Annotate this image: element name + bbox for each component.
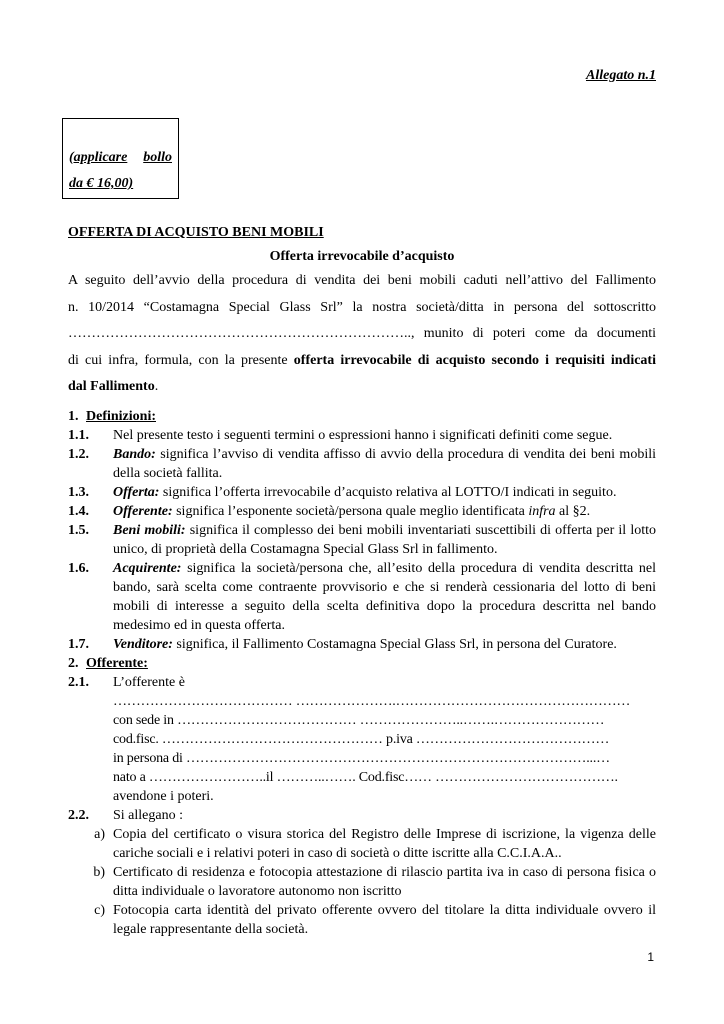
annex-label: Allegato n.1 [585,68,656,83]
offeror-fields [68,692,656,806]
offeror-address-field: con sede in ………………………………… …………………..…….…………………… [113,712,605,728]
intro-line-2: n. 10/2014 “Costamagna Special Glass Srl” la nostra società/ditta in persona del sottoscritto [68,299,656,315]
document-title: OFFERTA DI ACQUISTO BENI MOBILI [68,225,324,240]
sections [68,407,656,939]
section-heading: Definizioni: [86,408,156,424]
definition-text: significa il complesso dei beni mobili inventariati suscettibili di offerta per il lotto unico, di proprietà della Costamagna Special Glass Srl in fallimento. [113,522,656,557]
definition-item [68,483,656,502]
section-1-heading [68,407,656,426]
defined-term: Venditore: [113,636,173,652]
definition-text: significa la società/persona che, all’esito della procedura di vendita descritta nel bando, sarà scelta come contraente provvisorio e che si renderà cessionaria del lotto di beni mobili di interesse a seguito della scelta definitiva dopo la procedura descritta nel bando medesimo ed in questa offerta. [113,560,656,633]
definition-tail: al §2. [555,503,591,519]
stamp-text-a: (applicare [69,150,128,165]
intro-paragraph [68,268,656,401]
definition-item [68,635,656,654]
revenue-stamp-box [62,118,179,199]
section-number: 1. [68,408,79,424]
item-text [113,635,656,654]
item-number: 1.2. [68,446,89,462]
intro-line-3: ……………………………………………………………….., munito di poteri come da documenti [68,326,656,341]
definition-text: significa l’offerta irrevocabile d’acquisto relativa al LOTTO/I indicati in seguito. [159,484,617,500]
offeror-item [68,673,656,692]
item-number: 1.1. [68,427,89,443]
section-number: 2. [68,655,79,671]
intro-bold-text: offerta irrevocabile di acquisto secondo i requisiti indicati [293,352,656,368]
intro-line-1: A seguito dell’avvio della procedura di vendita dei beni mobili caduti nell’attivo del Fallimento [68,273,656,288]
definition-item [68,502,656,521]
item-number: 2.1. [68,674,89,690]
definition-item [68,426,656,445]
attachment-letter: c) [94,902,105,918]
item-number: 1.6. [68,560,89,576]
section-heading: Offerente: [86,655,148,671]
attachment-text: Copia del certificato o visura storica del Registro delle Imprese di iscrizione, la vigenza delle cariche sociali e i relativi poteri in caso di società o ditte iscritte alla C.C.I.A.A.. [113,826,656,861]
definition-item [68,559,656,635]
attachment-text: Certificato di residenza e fotocopia attestazione di rilascio partita iva in caso di persona fisica o ditta individuale o lavoratore autonomo non iscritto [113,864,656,899]
offeror-representative-field: in persona di ……………………………………………………………………………...… [113,750,610,766]
page-number: 1 [647,950,654,964]
defined-term: Offerente: [113,503,173,519]
attachment-text: Fotocopia carta identità del privato offerente ovvero del titolare la ditta individuale ovvero il legale rappresentante della società. [113,902,656,937]
intro-period: . [154,379,159,394]
attachment-letter: b) [93,864,105,880]
item-text: Si allegano : [113,807,183,823]
definition-item [68,445,656,483]
attachment-item [68,863,656,901]
definition-text: significa l’avviso di vendita affisso di avvio della procedura di vendita dei beni mobili della società fallita. [113,446,656,481]
offeror-birth-field: nato a ……………………..il ………..……. Cod.fisc…… …………………………………. [113,769,618,785]
attachment-letter: a) [94,826,105,842]
item-text [113,483,656,502]
intro-line-5 [68,374,656,401]
offeror-powers-text: avendone i poteri. [113,788,214,804]
item-number: 1.3. [68,484,89,500]
item-text [113,445,656,483]
intro-text: di cui infra, formula, con la presente [68,352,294,368]
intro-line-4 [68,348,656,375]
offeror-name-field: ………………………………… ………………….…………………………………………… [113,693,631,709]
defined-term: Offerta: [113,484,160,500]
document-body [68,220,656,939]
defined-term: Acquirente: [113,560,182,576]
item-number: 1.5. [68,522,89,538]
attachment-item [68,825,656,863]
defined-term: Bando: [113,446,156,462]
item-number: 2.2. [68,807,89,823]
attachment-item [68,901,656,939]
definition-text: significa l’esponente società/persona quale meglio identificata [172,503,529,519]
definition-item [68,521,656,559]
stamp-line-2: da € 16,00) [69,176,134,191]
definition-text: significa, il Fallimento Costamagna Special Glass Srl, in persona del Curatore. [172,636,617,652]
section-2-heading [68,654,656,673]
item-text: L’offerente è [113,674,185,690]
document-subtitle: Offerta irrevocabile d’acquisto [269,249,455,264]
stamp-line-1 [69,145,172,171]
item-text: Nel presente testo i seguenti termini o espressioni hanno i significati definiti come segue. [113,427,613,443]
offeror-taxcode-field: cod.fisc. ………………………………………… p.iva …………………………………… [113,731,610,747]
item-text [113,559,656,635]
attachments-item [68,806,656,825]
item-text [113,502,656,521]
defined-term: Beni mobili: [113,522,186,538]
item-text [113,521,656,559]
italic-word: infra [528,503,556,519]
intro-bold-text-end: dal Fallimento [68,379,155,394]
item-number: 1.4. [68,503,89,519]
stamp-text-b: bollo [143,150,172,165]
item-number: 1.7. [68,636,89,652]
